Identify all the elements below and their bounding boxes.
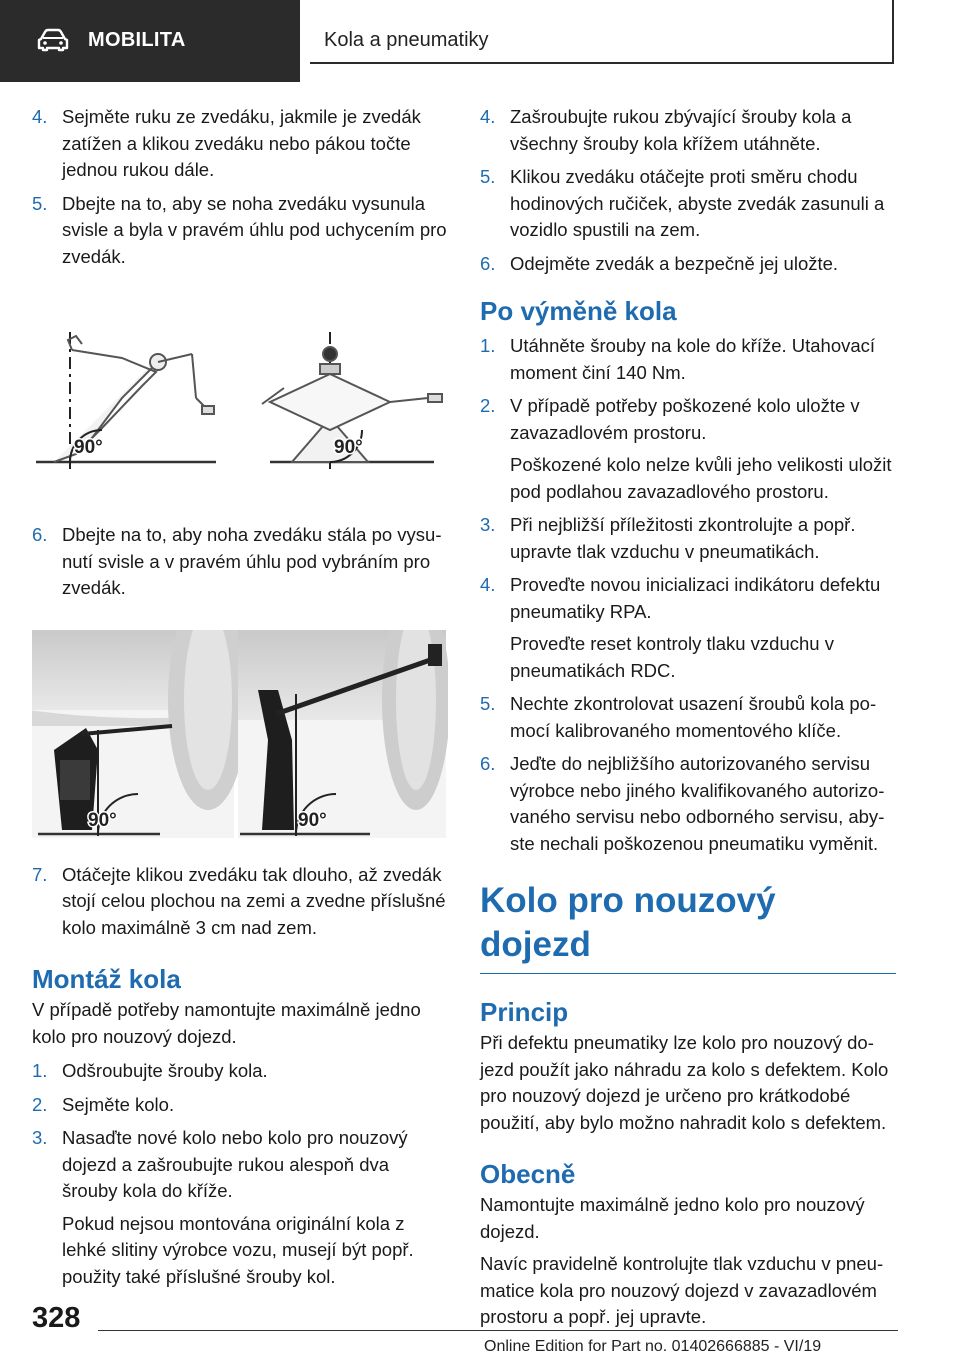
paragraph: V případě potřeby namontujte maximálně jedno kolo pro nouzový dojezd. xyxy=(32,999,421,1047)
list-item xyxy=(480,104,896,157)
step-number: 5. xyxy=(32,192,48,214)
list-item xyxy=(480,164,896,244)
jack-photo xyxy=(32,630,448,838)
list-item xyxy=(480,333,896,386)
right-column xyxy=(480,104,896,1331)
step-number: 5. xyxy=(480,693,496,714)
left-column xyxy=(32,104,448,1297)
step-note: Pokud nejsou montována originální kola z lehké slitiny výrobce vozu, musejí být popř. použity také příslušné šrouby kol. xyxy=(62,1212,414,1287)
step-number: 4. xyxy=(480,106,496,127)
section-heading: Princip xyxy=(480,997,569,1027)
step-number: 5. xyxy=(480,166,496,187)
step-text: Proveďte novou inicializaci indikátoru defektu pneumatiky RPA. xyxy=(510,574,881,622)
list-item xyxy=(32,1058,448,1085)
list-item xyxy=(480,512,896,565)
step-text: Nasaďte nové kolo nebo kolo pro nouzový dojezd a zašroubujte rukou alespoň dva šrouby kola do kříže. xyxy=(62,1127,408,1201)
jack-line-drawing xyxy=(32,328,448,478)
angle-label: 90° xyxy=(88,809,117,831)
step-text: Nechte zkontrolovat usazení šroubů kola pomocí kalibrovaného momentového klíče. xyxy=(510,693,877,741)
step-number: 6. xyxy=(480,252,496,274)
step-number: 1. xyxy=(32,1060,48,1081)
step-note: Poškozené kolo nelze kvůli jeho velikosti uložit pod podlahou zavazadlového prostoru. xyxy=(510,454,892,502)
step-number: 3. xyxy=(480,514,496,535)
step-number: 4. xyxy=(480,574,496,595)
step-number: 2. xyxy=(32,1093,48,1115)
edition-note: Online Edition for Part no. 01402666885 - VI/19 xyxy=(484,1338,822,1355)
step-text: Otáčejte klikou zvedáku tak dlouho, až zvedák stojí celou plochou na zemi a zvedne příslušné kolo maximálně 3 cm nad zem. xyxy=(62,863,446,938)
list-item xyxy=(480,751,896,857)
step-number: 1. xyxy=(480,335,496,356)
chapter-header xyxy=(310,0,894,64)
section-tab xyxy=(0,0,300,82)
step-text: Zašroubujte rukou zbývající šrouby kola a všechny šrouby kola křížem utáhněte. xyxy=(510,106,852,154)
angle-label: 90° xyxy=(334,437,363,458)
step-text: Odšroubujte šrouby kola. xyxy=(62,1060,268,1081)
chapter-heading: Kolo pro nouzový dojezd xyxy=(480,879,896,974)
step-text: Sejměte ruku ze zvedáku, jakmile je zvedák zatížen a klikou zvedáku nebo pákou točte jednou rukou dále. xyxy=(62,106,421,180)
paragraph: Navíc pravidelně kontrolujte tlak vzduchu v pneumatice kola pro nouzový dojezd v zavazadlovém prostoru a popř. jej upravte. xyxy=(480,1253,884,1327)
footer-rule xyxy=(98,1330,898,1331)
step-number: 7. xyxy=(32,863,48,885)
list-item xyxy=(32,1125,448,1290)
step-number: 4. xyxy=(32,106,48,127)
paragraph: Namontujte maximálně jedno kolo pro nouzový dojezd. xyxy=(480,1194,865,1242)
step-number: 2. xyxy=(480,395,496,416)
angle-label: 90° xyxy=(74,437,103,458)
list-item xyxy=(32,1092,448,1119)
step-note: Proveďte reset kontroly tlaku vzduchu v pneumatikách RDC. xyxy=(510,633,834,681)
section-title: MOBILITA xyxy=(88,29,186,51)
step-text: Sejměte kolo. xyxy=(62,1093,175,1115)
step-text: Odejměte zvedák a bezpečně jej uložte. xyxy=(510,252,839,274)
paragraph: Při defektu pneumatiky lze kolo pro nouzový dojezd použít jako náhradu za kolo s defektem. Kolo pro nouzový dojezd je určeno pro krátkodobé použití, aby bylo možno nahradit kolo s defektem. xyxy=(480,1032,889,1133)
list-item xyxy=(480,393,896,505)
jack-photo-illustration xyxy=(32,630,448,838)
list-item xyxy=(32,862,448,942)
jack-diagram xyxy=(32,328,448,478)
step-text: V případě potřeby poškozené kolo uložte v zavazadlovém prostoru. xyxy=(510,395,860,443)
list-item xyxy=(32,191,448,271)
step-number: 3. xyxy=(32,1127,48,1148)
section-heading: Obecně xyxy=(480,1159,576,1189)
chapter-title: Kola a pneumatiky xyxy=(324,29,489,51)
list-item xyxy=(480,572,896,684)
page-number: 328 xyxy=(32,1302,81,1334)
step-text: Dbejte na to, aby noha zvedáku stála po vysunutí svisle a v pravém úhlu pod vybráním pro zvedák. xyxy=(62,524,442,598)
step-text: Klikou zvedáku otáčejte proti směru chodu hodinových ručiček, abyste zvedák zasunuli a vozidlo spustili na zem. xyxy=(510,166,885,240)
angle-label: 90° xyxy=(298,809,327,831)
list-item xyxy=(32,104,448,184)
step-text: Při nejbližší příležitosti zkontrolujte a popř. upravte tlak vzduchu v pneumatikách. xyxy=(510,514,856,562)
step-text: Dbejte na to, aby se noha zvedáku vysunula svisle a byla v pravém úhlu pod uchycením pro zvedák. xyxy=(62,192,447,267)
car-icon xyxy=(36,28,70,52)
step-number: 6. xyxy=(480,753,496,774)
section-heading: Po výměně kola xyxy=(480,296,677,326)
list-item xyxy=(480,691,896,744)
step-number: 6. xyxy=(32,524,48,545)
list-item xyxy=(32,522,448,602)
section-heading: Montáž kola xyxy=(32,964,181,994)
step-text: Utáhněte šrouby na kole do kříže. Utahovací moment činí 140 Nm. xyxy=(510,335,876,383)
list-item xyxy=(480,251,896,278)
step-text: Jeďte do nejbližšího autorizovaného servisu výrobce nebo jiného kvalifikovaného autorizovaného servisu nebo odborného servisu, abyste nechali poškozenou pneumatiku vyměnit. xyxy=(510,753,885,854)
